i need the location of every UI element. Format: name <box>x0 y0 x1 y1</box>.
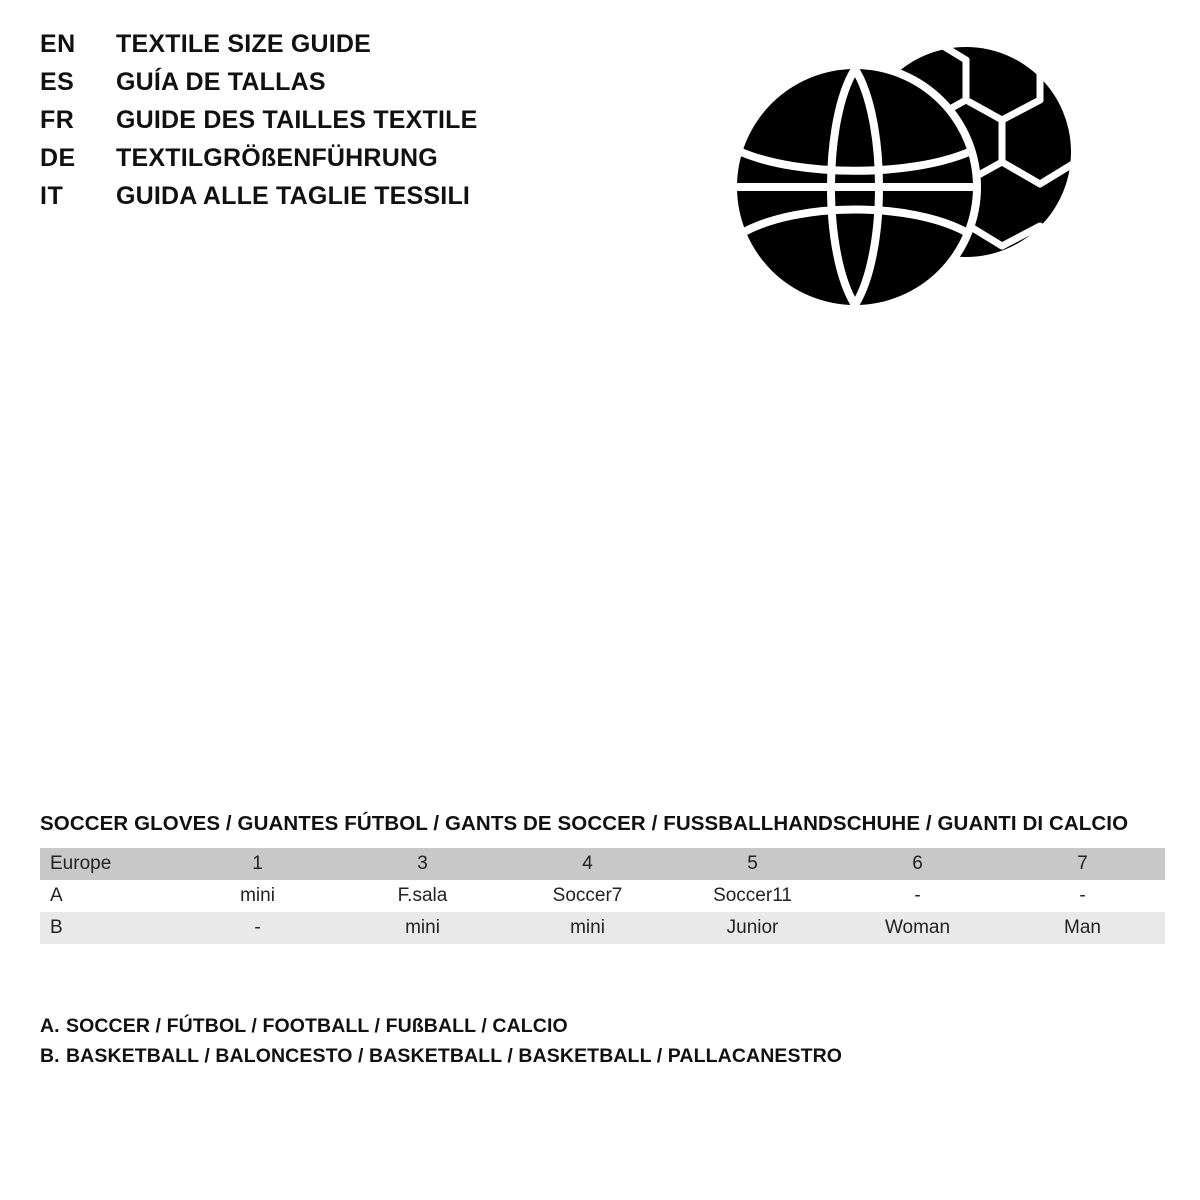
balls-icon <box>720 42 1100 332</box>
language-row-de <box>40 144 600 182</box>
soccer-gloves-size-table-section <box>40 812 1165 944</box>
language-row-es <box>40 68 600 106</box>
legend-text-a: SOCCER / FÚTBOL / FOOTBALL / FUßBALL / CALCIO <box>66 1015 568 1037</box>
table-header-cell-europe: Europe <box>40 848 175 880</box>
size-table <box>40 848 1165 944</box>
table-header-cell-1: 1 <box>175 848 340 880</box>
legend-key-a: A. <box>40 1015 60 1037</box>
language-code-en: EN <box>40 30 76 58</box>
language-row-it <box>40 182 600 220</box>
table-row-label-a: A <box>40 880 175 912</box>
language-code-it: IT <box>40 182 64 210</box>
table-header-row <box>40 848 1165 880</box>
legend-item-b <box>40 1045 1040 1075</box>
language-title-block <box>40 30 600 220</box>
table-caption: SOCCER GLOVES / GUANTES FÚTBOL / GANTS DE SOCCER / FUSSBALLHANDSCHUHE / GUANTI DI CALCIO <box>40 812 1129 835</box>
language-title-it: GUIDA ALLE TAGLIE TESSILI <box>116 182 471 210</box>
basketball-icon <box>729 61 981 313</box>
language-row-en <box>40 30 600 68</box>
table-cell-b-1: - <box>175 912 340 944</box>
table-header-cell-4: 4 <box>505 848 670 880</box>
table-row-label-b: B <box>40 912 175 944</box>
table-cell-a-1: mini <box>175 880 340 912</box>
table-header-cell-6: 6 <box>835 848 1000 880</box>
table-cell-b-4: mini <box>505 912 670 944</box>
table-row <box>40 912 1165 944</box>
language-title-de: TEXTILGRÖßENFÜHRUNG <box>116 144 438 172</box>
legend <box>40 1015 1040 1075</box>
table-cell-b-7: Man <box>1000 912 1165 944</box>
table-cell-b-3: mini <box>340 912 505 944</box>
table-row <box>40 880 1165 912</box>
sports-balls-illustration <box>720 42 1100 332</box>
table-cell-b-6: Woman <box>835 912 1000 944</box>
table-cell-a-6: - <box>835 880 1000 912</box>
table-cell-a-7: - <box>1000 880 1165 912</box>
language-title-es: GUÍA DE TALLAS <box>116 68 326 96</box>
legend-text-b: BASKETBALL / BALONCESTO / BASKETBALL / BASKETBALL / PALLACANESTRO <box>66 1045 843 1067</box>
table-cell-b-5: Junior <box>670 912 835 944</box>
legend-item-a <box>40 1015 1040 1045</box>
legend-key-b: B. <box>40 1045 60 1067</box>
table-cell-a-3: F.sala <box>340 880 505 912</box>
language-row-fr <box>40 106 600 144</box>
table-header-cell-5: 5 <box>670 848 835 880</box>
language-title-en: TEXTILE SIZE GUIDE <box>116 30 372 58</box>
table-header-cell-7: 7 <box>1000 848 1165 880</box>
table-cell-a-5: Soccer11 <box>670 880 835 912</box>
language-title-fr: GUIDE DES TAILLES TEXTILE <box>116 106 478 134</box>
language-code-es: ES <box>40 68 75 96</box>
language-code-de: DE <box>40 144 76 172</box>
language-code-fr: FR <box>40 106 75 134</box>
table-cell-a-4: Soccer7 <box>505 880 670 912</box>
table-header-cell-3: 3 <box>340 848 505 880</box>
